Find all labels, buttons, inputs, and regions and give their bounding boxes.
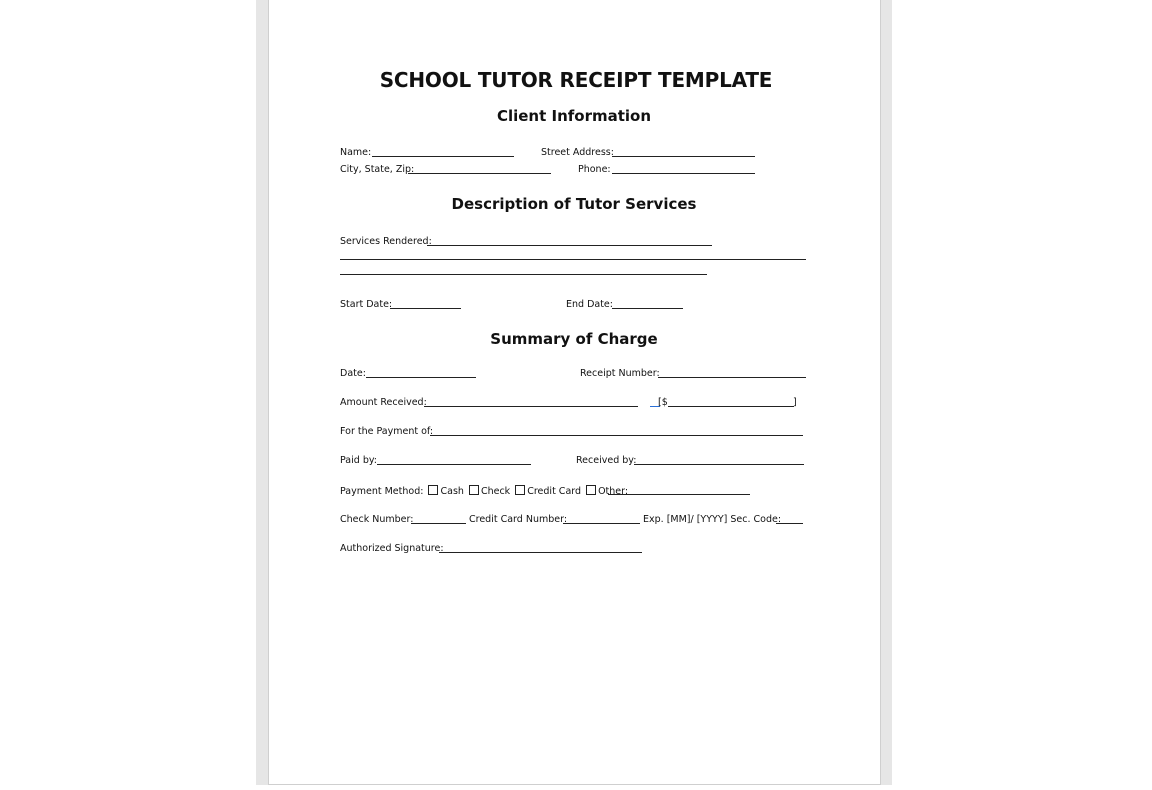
services-rendered-label: Services Rendered: <box>340 236 432 247</box>
phone-field[interactable] <box>612 173 755 174</box>
credit-card-number-field[interactable] <box>563 523 640 524</box>
for-payment-of-field[interactable] <box>430 435 803 436</box>
amount-bracket-close: ] <box>793 397 797 408</box>
start-date-field[interactable] <box>390 308 461 309</box>
end-date-field[interactable] <box>612 308 683 309</box>
city-state-zip-field[interactable] <box>408 173 551 174</box>
for-payment-of-label: For the Payment of: <box>340 426 434 437</box>
paid-by-label: Paid by: <box>340 455 377 466</box>
date-field[interactable] <box>366 377 476 378</box>
receipt-number-label: Receipt Number: <box>580 368 660 379</box>
other-field[interactable] <box>608 494 750 495</box>
services-rendered-line-2[interactable] <box>340 259 806 260</box>
date-label: Date: <box>340 368 366 379</box>
name-label: Name: <box>340 147 372 158</box>
authorized-signature-field[interactable] <box>439 552 642 553</box>
phone-label: Phone: <box>578 164 611 175</box>
section-heading-description: Description of Tutor Services <box>451 195 697 213</box>
authorized-signature-label: Authorized Signature: <box>340 543 444 554</box>
document-title: SCHOOL TUTOR RECEIPT TEMPLATE <box>379 68 773 92</box>
check-number-field[interactable] <box>411 523 466 524</box>
receipt-number-field[interactable] <box>658 377 806 378</box>
services-rendered-field[interactable] <box>427 245 712 246</box>
credit-card-checkbox[interactable] <box>515 485 525 495</box>
amount-bracket-open: [$ <box>658 397 668 408</box>
amount-dollar-field[interactable] <box>668 406 794 407</box>
amount-received-label: Amount Received: <box>340 397 427 408</box>
paid-by-field[interactable] <box>377 464 531 465</box>
name-field[interactable] <box>372 156 514 157</box>
received-by-label: Received by: <box>576 455 637 466</box>
services-rendered-line-3[interactable] <box>340 274 707 275</box>
credit-card-label: Credit Card <box>527 486 582 497</box>
cash-label: Cash <box>440 486 464 497</box>
check-checkbox[interactable] <box>469 485 479 495</box>
received-by-field[interactable] <box>634 464 804 465</box>
sec-code-field[interactable] <box>776 523 803 524</box>
section-heading-summary: Summary of Charge <box>490 330 658 348</box>
check-label: Check <box>480 486 511 497</box>
street-address-label: Street Address: <box>541 147 614 158</box>
exp-sec-code-label: Exp. [MM]/ [YYYY] Sec. Code: <box>643 514 782 525</box>
other-checkbox[interactable] <box>586 485 596 495</box>
end-date-label: End Date: <box>566 299 613 310</box>
check-number-label: Check Number: <box>340 514 414 525</box>
start-date-label: Start Date: <box>340 299 393 310</box>
other-label: Other: <box>598 486 629 497</box>
section-heading-client-information: Client Information <box>496 107 652 125</box>
cash-checkbox[interactable] <box>428 485 438 495</box>
payment-method-label: Payment Method: <box>340 486 424 497</box>
payment-method-row <box>340 485 628 498</box>
amount-received-field[interactable] <box>424 406 638 407</box>
credit-card-number-label: Credit Card Number: <box>469 514 568 525</box>
city-state-zip-label: City, State, Zip: <box>340 164 415 175</box>
street-address-field[interactable] <box>612 156 755 157</box>
